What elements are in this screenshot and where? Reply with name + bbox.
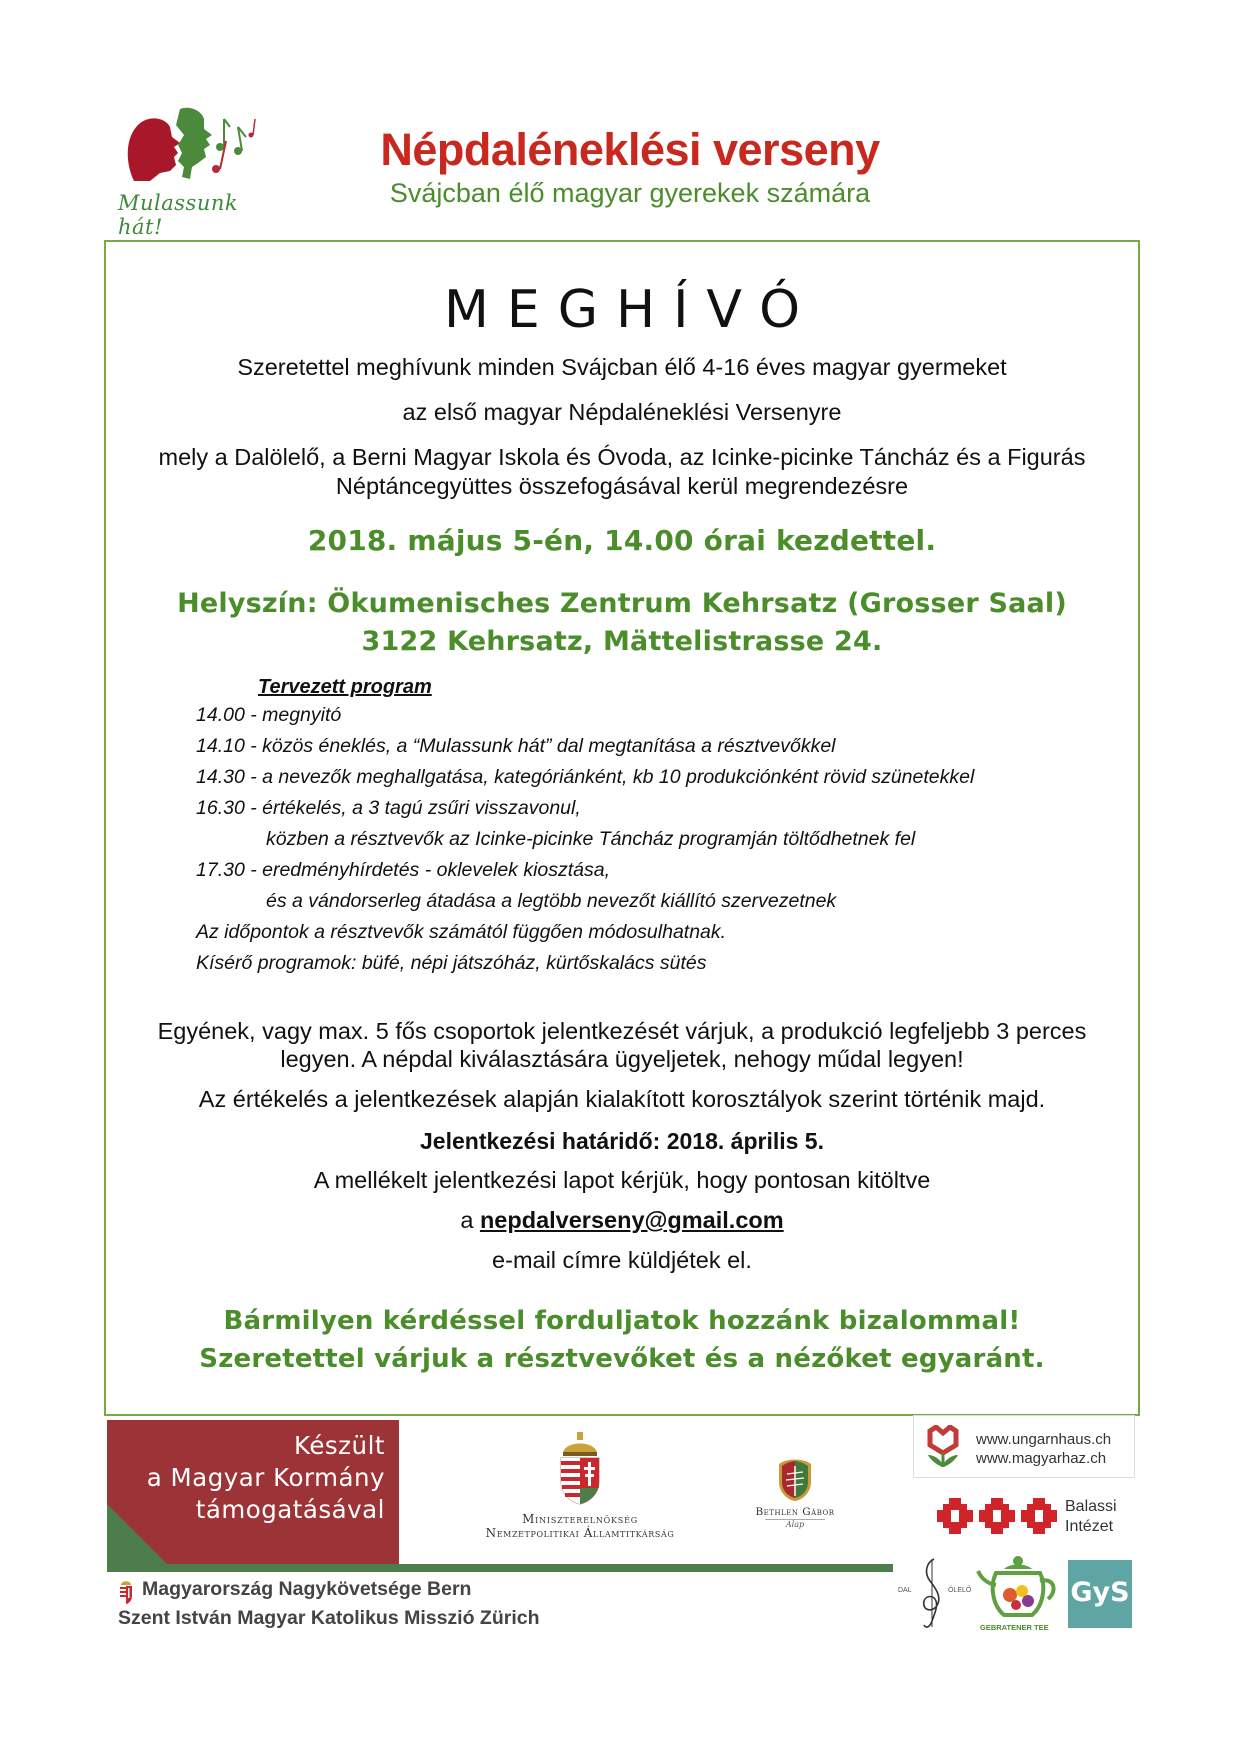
bethlen-shield-icon	[777, 1458, 813, 1502]
bethlen-gabor-logo	[740, 1458, 850, 1529]
page-subtitle: Svájcban élő magyar gyerekek számára	[389, 178, 871, 208]
partner-logos	[898, 1555, 1138, 1635]
gebratener-tee-logo: GEBRATENER TEE	[974, 1555, 1064, 1635]
hungarian-crest-icon	[118, 1579, 134, 1605]
intro-line: az első magyar Népdaléneklési Versenyre	[402, 399, 842, 425]
embassy-name: Magyarország Nagykövetsége Bern	[142, 1578, 472, 1600]
intro-line: mely a Dalölelő, a Berni Magyar Iskola és Óvoda, az Icinke-picinke Táncház és a Figurás	[158, 444, 1086, 470]
logo-text: Mulassunk hát!	[118, 191, 239, 239]
email-link[interactable]: nepdalverseny@gmail.com	[479, 1207, 784, 1233]
footer-divider	[107, 1564, 893, 1572]
dalolelo-logo: DAL ÖLELŐ	[898, 1555, 968, 1633]
program-header: Tervezett program	[258, 676, 432, 698]
program-note: Kísérő programok: büfé, népi játszóház, kürtőskalács sütés	[196, 952, 707, 974]
closing-line: Bármilyen kérdéssel forduljatok hozzánk bizalommal!	[223, 1306, 1021, 1336]
deadline-line: Jelentkezési határidő: 2018. április 5.	[420, 1128, 824, 1154]
balassi-pattern-icon	[935, 1496, 1061, 1536]
url-magyarhaz[interactable]: www.magyarhaz.ch	[976, 1450, 1107, 1467]
email-prefix: a	[460, 1207, 480, 1233]
program-item: 14.10 - közös éneklés, a “Mulassunk hát” dal megtanítása a résztvevőkkel	[196, 735, 836, 757]
intro-line: Néptáncegyüttes összefogásával kerül megrendezésre	[335, 473, 909, 499]
government-support-box	[107, 1420, 399, 1564]
ministry-name: Miniszterelnökség	[522, 1512, 638, 1526]
invitation-heading: MEGHÍVÓ	[443, 280, 819, 340]
embassy-list	[118, 1578, 540, 1636]
singing-faces-icon	[120, 105, 270, 190]
ministry-department: Nemzetpolitikai Államtitkárság	[485, 1526, 675, 1540]
program-item: 14.00 - megnyitó	[196, 704, 342, 726]
email-suffix-line: e-mail címre küldjétek el.	[492, 1247, 752, 1273]
program-note: Az időpontok a résztvevők számától függően módosulhatnak.	[196, 921, 727, 943]
embassy-line	[118, 1578, 540, 1607]
ungarnhaus-urls	[976, 1430, 1111, 1468]
treble-clef-icon	[916, 1555, 948, 1633]
groups-line: legyen. A népdal kiválasztására ügyeljetek, nehogy műdal legyen!	[280, 1046, 964, 1072]
invitation-frame	[104, 240, 1140, 1416]
program-item: 16.30 - értékelés, a 3 tagú zsűri visszavonul,	[196, 797, 581, 819]
mission-name: Szent István Magyar Katolikus Misszió Zürich	[118, 1607, 540, 1629]
email-line	[106, 1207, 1138, 1234]
balassi-intezet-logo	[935, 1496, 1135, 1540]
groups-line: Egyének, vagy max. 5 fős csoportok jelentkezését várjuk, a produkció legfeljebb 3 perces	[157, 1018, 1087, 1044]
tulip-icon	[924, 1425, 962, 1469]
bethlen-name: Bethlen Gábor	[755, 1506, 835, 1518]
teapot-icon	[974, 1555, 1064, 1623]
program-item: 14.30 - a nevezők meghallgatása, kategóriánként, kb 10 produkciónként rövid szünetekkel	[196, 766, 975, 788]
intro-line: Szeretettel meghívunk minden Svájcban élő 4-16 éves magyar gyermeket	[237, 354, 1007, 380]
venue-line: Helyszín: Ökumenisches Zentrum Kehrsatz (Grosser Saal)	[177, 588, 1067, 619]
mulassunk-hat-logo	[110, 105, 280, 239]
program-item: 17.30 - eredményhírdetés - oklevelek kiosztása,	[196, 859, 611, 881]
sponsor-text: Készült a Magyar Kormány támogatásával	[146, 1431, 385, 1524]
ungarnhaus-logo	[913, 1415, 1135, 1478]
venue-address: 3122 Kehrsatz, Mättelistrasse 24.	[361, 626, 883, 657]
ministry-logo	[450, 1432, 710, 1540]
form-line: A mellékelt jelentkezési lapot kérjük, hogy pontosan kitöltve	[313, 1167, 931, 1193]
closing-line: Szeretettel várjuk a résztvevőket és a nézőket egyaránt.	[199, 1344, 1045, 1374]
hungarian-coat-of-arms-icon	[557, 1432, 603, 1506]
program-item: és a vándorserleg átadása a legtöbb nevezőt kiállító szervezetnek	[266, 890, 837, 912]
program-item: közben a résztvevők az Icinke-picinke Táncház programján töltődhetnek fel	[266, 828, 916, 850]
url-ungarnhaus[interactable]: www.ungarnhaus.ch	[976, 1431, 1112, 1448]
evaluation-line: Az értékelés a jelentkezések alapján kialakított korosztályok szerint történik majd.	[198, 1086, 1046, 1112]
bethlen-subtitle: Alap	[765, 1519, 825, 1529]
event-date: 2018. május 5-én, 14.00 órai kezdettel.	[307, 524, 937, 557]
page-title: Népdaléneklési verseny	[380, 124, 880, 175]
gys-logo: GyS	[1068, 1560, 1132, 1628]
balassi-text: Balassi Intézet	[1065, 1498, 1117, 1535]
